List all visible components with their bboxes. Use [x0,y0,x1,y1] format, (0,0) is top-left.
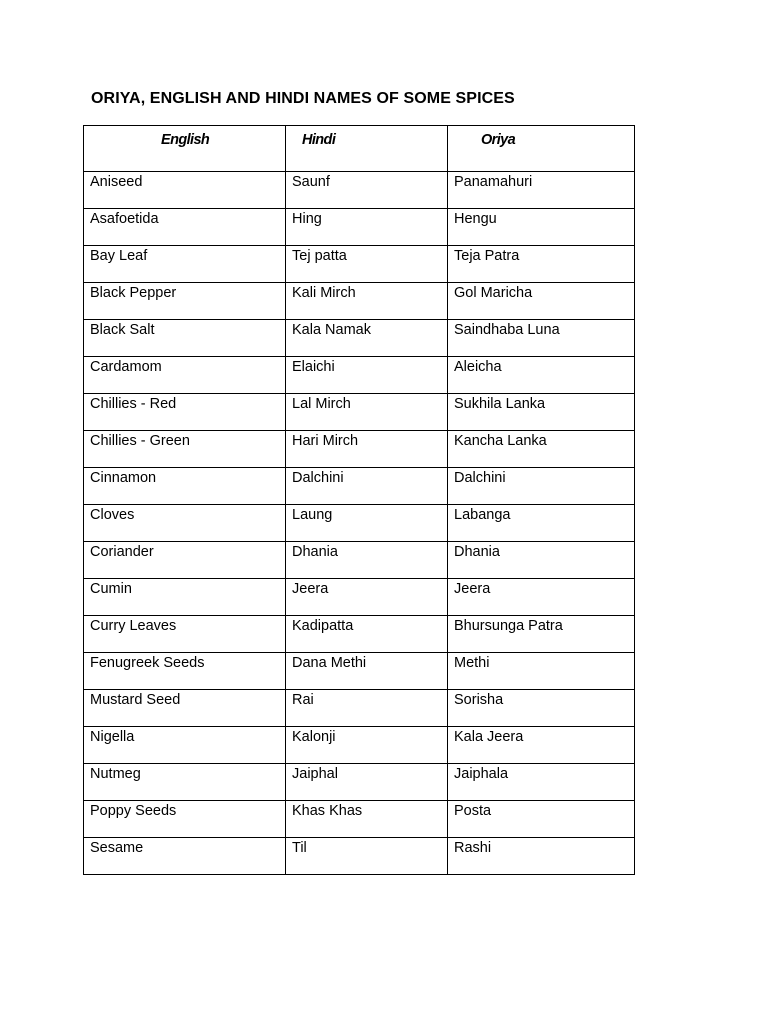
cell-hindi: Saunf [286,172,448,209]
table-row [84,394,635,431]
cell-hindi: Elaichi [286,357,448,394]
spice-names-table [83,125,635,875]
table-row [84,283,635,320]
table-row [84,542,635,579]
table-row [84,431,635,468]
table-row [84,838,635,875]
cell-oriya: Hengu [448,209,635,246]
cell-oriya: Sukhila Lanka [448,394,635,431]
cell-oriya: Rashi [448,838,635,875]
cell-oriya: Kancha Lanka [448,431,635,468]
page-title: ORIYA, ENGLISH AND HINDI NAMES OF SOME SPICES [91,90,515,107]
cell-oriya: Sorisha [448,690,635,727]
cell-english: Coriander [84,542,286,579]
table-row [84,764,635,801]
cell-oriya: Dhania [448,542,635,579]
table-row [84,357,635,394]
cell-english: Aniseed [84,172,286,209]
table-row [84,505,635,542]
cell-english: Chillies - Red [84,394,286,431]
table-row [84,468,635,505]
cell-english: Chillies - Green [84,431,286,468]
cell-oriya: Aleicha [448,357,635,394]
cell-english: Black Salt [84,320,286,357]
cell-hindi: Dalchini [286,468,448,505]
cell-oriya: Dalchini [448,468,635,505]
cell-english: Sesame [84,838,286,875]
table-row [84,616,635,653]
cell-hindi: Kali Mirch [286,283,448,320]
cell-oriya: Posta [448,801,635,838]
table-body [84,172,635,875]
cell-hindi: Kadipatta [286,616,448,653]
cell-hindi: Laung [286,505,448,542]
cell-oriya: Labanga [448,505,635,542]
cell-hindi: Dhania [286,542,448,579]
table-row [84,246,635,283]
cell-hindi: Khas Khas [286,801,448,838]
column-header-english: English [84,126,286,172]
cell-english: Nigella [84,727,286,764]
cell-english: Curry Leaves [84,616,286,653]
table-row [84,172,635,209]
table-row [84,579,635,616]
column-header-oriya: Oriya [448,126,635,172]
column-header-hindi: Hindi [286,126,448,172]
cell-english: Fenugreek Seeds [84,653,286,690]
cell-english: Black Pepper [84,283,286,320]
cell-english: Cloves [84,505,286,542]
table-row [84,727,635,764]
cell-hindi: Tej patta [286,246,448,283]
table-row [84,690,635,727]
cell-english: Cumin [84,579,286,616]
table-row [84,801,635,838]
cell-hindi: Jeera [286,579,448,616]
cell-oriya: Bhursunga Patra [448,616,635,653]
table-row [84,209,635,246]
cell-hindi: Dana Methi [286,653,448,690]
cell-oriya: Saindhaba Luna [448,320,635,357]
cell-hindi: Hari Mirch [286,431,448,468]
cell-oriya: Kala Jeera [448,727,635,764]
table-row [84,320,635,357]
cell-english: Cinnamon [84,468,286,505]
cell-english: Mustard Seed [84,690,286,727]
cell-oriya: Methi [448,653,635,690]
cell-english: Nutmeg [84,764,286,801]
cell-hindi: Rai [286,690,448,727]
cell-hindi: Lal Mirch [286,394,448,431]
cell-hindi: Jaiphal [286,764,448,801]
cell-hindi: Kala Namak [286,320,448,357]
cell-oriya: Panamahuri [448,172,635,209]
cell-english: Bay Leaf [84,246,286,283]
cell-english: Cardamom [84,357,286,394]
cell-english: Poppy Seeds [84,801,286,838]
cell-hindi: Hing [286,209,448,246]
cell-oriya: Gol Maricha [448,283,635,320]
table-row [84,653,635,690]
cell-hindi: Til [286,838,448,875]
cell-hindi: Kalonji [286,727,448,764]
cell-english: Asafoetida [84,209,286,246]
cell-oriya: Jeera [448,579,635,616]
table-header-row [84,126,635,172]
cell-oriya: Jaiphala [448,764,635,801]
cell-oriya: Teja Patra [448,246,635,283]
